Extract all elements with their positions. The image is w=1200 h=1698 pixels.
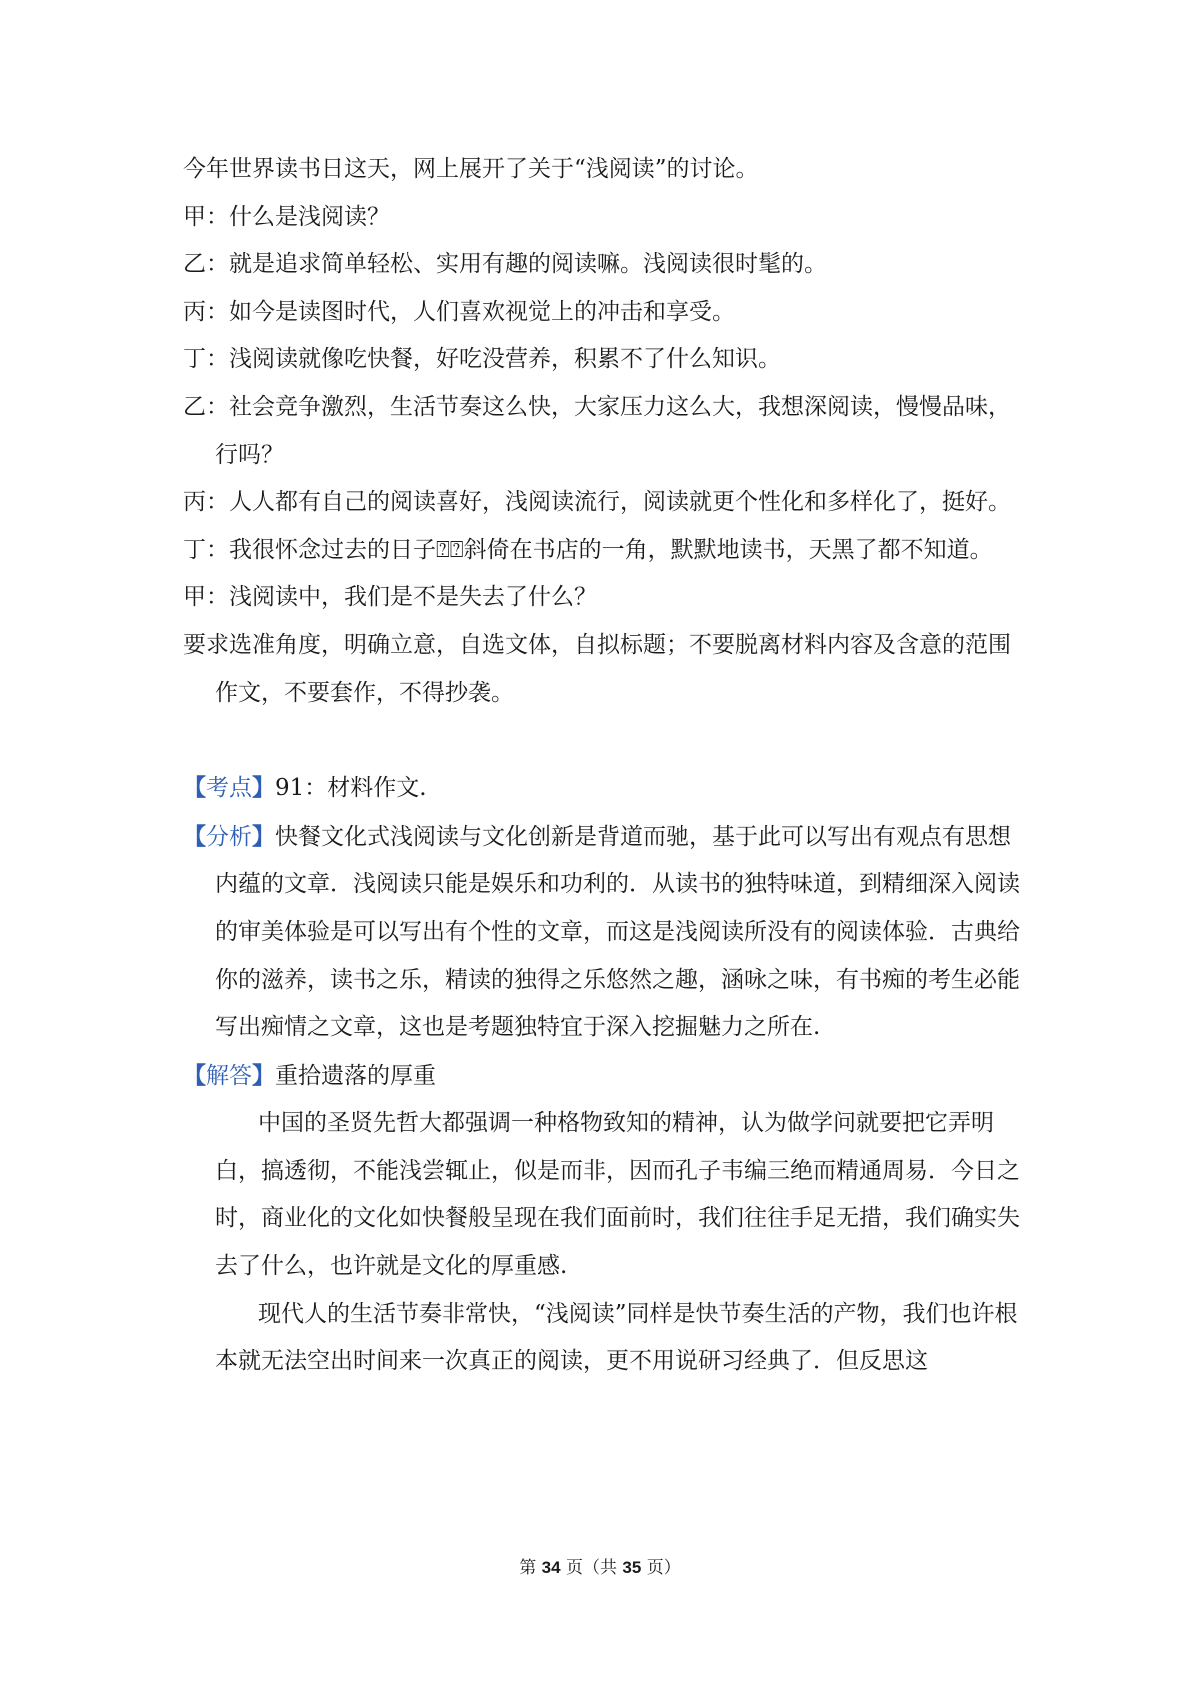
jieda-label: 解答 (206, 1062, 252, 1089)
material-line-5: 乙：社会竞争激烈，生活节奏这么快，大家压力这么大，我想深阅读，慢慢品味，行吗？ (183, 393, 1011, 468)
footer-suffix: 页） (641, 1558, 681, 1578)
fenxi-label: 分析 (206, 823, 252, 850)
footer-middle: 页（共 (560, 1558, 623, 1578)
kaodian-label: 考点 (206, 775, 252, 802)
footer-prefix: 第 (519, 1558, 542, 1578)
material-line-3: 丙：如今是读图时代，人们喜欢视觉上的冲击和享受。 (183, 298, 735, 325)
material-line-0: 今年世界读书日这天，网上展开了关于“浅阅读”的讨论。 (183, 156, 759, 182)
material-line-6: 丙：人人都有自己的阅读喜好，浅阅读流行，阅读就更个性化和多样化了，挺好。 (183, 489, 1011, 516)
fenxi-text: 快餐文化式浅阅读与文化创新是背道而驰，基于此可以写出有观点有思想内蕴的文章．浅阅读只能是娱乐和功利的．从读书的独特味道，到精细深入阅读的审美体验是可以写出有个性的文章，而这是浅阅读所没有的阅读体验．古典给你的滋养，读书之乐，精读的独得之乐悠然之趣，涵咏之味，有书痴的考生必能写出痴情之文章，这也是考题独特宜于深入挖掘魅力之所在. (215, 823, 1020, 1041)
footer-total-pages: 35 (622, 1558, 642, 1577)
kaodian-section (183, 764, 1025, 813)
kaodian-text: 91：材料作文. (275, 775, 427, 802)
page-footer (0, 1553, 1200, 1578)
fenxi-tag: 【分析】 (183, 822, 275, 850)
jieda-section (183, 1052, 1025, 1101)
essay-title: 重拾遗落的厚重 (275, 1062, 436, 1089)
section-gap (183, 717, 1025, 764)
material-line-1: 甲：什么是浅阅读？ (183, 203, 390, 230)
essay-paragraph-1: 中国的圣贤先哲大都强调一种格物致知的精神，认为做学问就要把它弄明白，搞透彻，不能浅尝辄止，似是而非，因而孔子韦编三绝而精通周易．今日之时，商业化的文化如快餐般呈现在我们面前时，我们往往手足无措，我们确实失去了什么，也许就是文化的厚重感. (215, 1110, 1020, 1280)
material-line-2: 乙：就是追求简单轻松、实用有趣的阅读嘛。浅阅读很时髦的。 (183, 251, 827, 278)
fenxi-section (183, 813, 1025, 1052)
material-line-4: 丁：浅阅读就像吃快餐，好吃没营养，积累不了什么知识。 (183, 346, 781, 373)
footer-page-number: 34 (541, 1558, 561, 1577)
material-line-8: 甲：浅阅读中，我们是不是失去了什么？ (183, 584, 597, 611)
jieda-tag: 【解答】 (183, 1061, 275, 1089)
essay-paragraph-2: 现代人的生活节奏非常快，“浅阅读”同样是快节奏生活的产物，我们也许根本就无法空出时间来一次真正的阅读，更不用说研习经典了．但反思这 (215, 1300, 1018, 1375)
material-line-7: 丁：我很怀念过去的日子⍰⍰斜倚在书店的一角，默默地读书，天黑了都不知道。 (183, 536, 993, 563)
page-content (183, 146, 1025, 1386)
kaodian-tag: 【考点】 (183, 774, 275, 802)
requirements-text: 要求选准角度，明确立意，自选文体，自拟标题；不要脱离材料内容及含意的范围作文，不要套作，不得抄袭。 (183, 631, 1011, 706)
